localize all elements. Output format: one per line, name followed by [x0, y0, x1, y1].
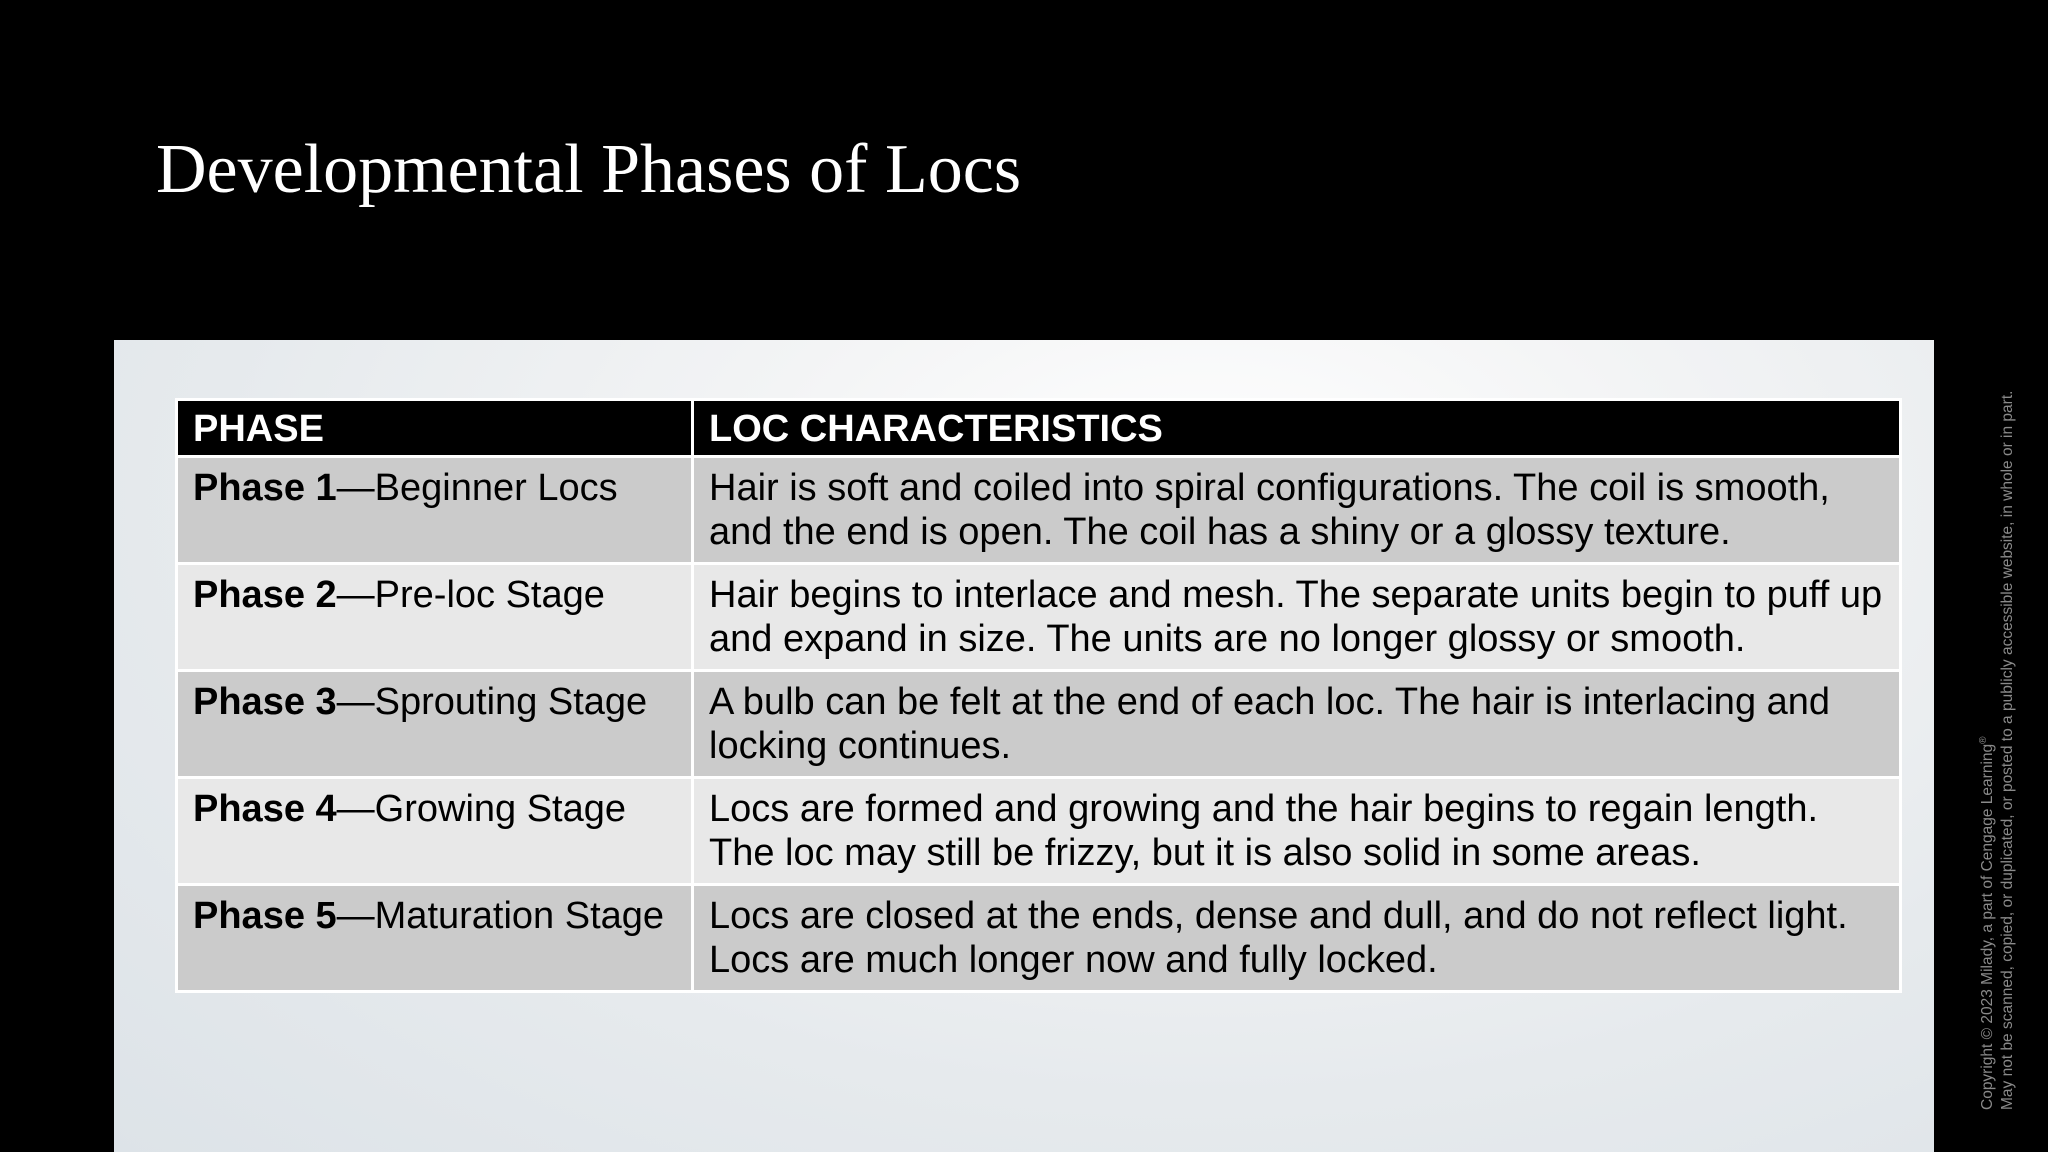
phase-number: Phase 5 [193, 895, 337, 937]
table-row [177, 778, 1901, 885]
phase-cell [177, 457, 693, 564]
slide-title: Developmental Phases of Locs [156, 131, 1022, 208]
phase-cell [177, 671, 693, 778]
phase-name: —Maturation Stage [336, 895, 665, 937]
characteristics-cell: A bulb can be felt at the end of each loc. The hair is interlacing and locking continues. [693, 671, 1901, 778]
phase-name: —Growing Stage [336, 788, 627, 830]
phases-table [175, 398, 1902, 993]
table-row [177, 564, 1901, 671]
characteristics-cell: Locs are formed and growing and the hair begins to regain length. The loc may still be frizzy, but it is also solid in some areas. [693, 778, 1901, 885]
copyright-line-1: Copyright © 2023 Milady, a part of Cengage Learning® [1977, 736, 1996, 1110]
phase-name: —Beginner Locs [336, 467, 618, 509]
table-row [177, 885, 1901, 992]
characteristics-cell: Hair is soft and coiled into spiral configurations. The coil is smooth, and the end is open. The coil has a shiny or a glossy texture. [693, 457, 1901, 564]
table-row [177, 671, 1901, 778]
copyright-notice [1978, 391, 2018, 1110]
phase-number: Phase 2 [193, 574, 337, 616]
phase-name: —Pre-loc Stage [336, 574, 605, 616]
registered-mark: ® [1977, 736, 1989, 744]
phase-cell [177, 564, 693, 671]
phase-number: Phase 3 [193, 681, 337, 723]
table-row [177, 457, 1901, 564]
phase-cell [177, 885, 693, 992]
table-header-row [177, 400, 1901, 457]
phase-number: Phase 1 [193, 467, 337, 509]
phase-cell [177, 778, 693, 885]
phase-number: Phase 4 [193, 788, 337, 830]
characteristics-cell: Hair begins to interlace and mesh. The separate units begin to puff up and expand in size. The units are no longer glossy or smooth. [693, 564, 1901, 671]
header-phase: PHASE [177, 400, 693, 457]
header-characteristics: LOC CHARACTERISTICS [693, 400, 1901, 457]
copyright-line-2: May not be scanned, copied, or duplicated, or posted to a publicly accessible website, in whole or in part. [1999, 390, 2016, 1110]
phase-name: —Sprouting Stage [336, 681, 648, 723]
characteristics-cell: Locs are closed at the ends, dense and dull, and do not reflect light. Locs are much longer now and fully locked. [693, 885, 1901, 992]
